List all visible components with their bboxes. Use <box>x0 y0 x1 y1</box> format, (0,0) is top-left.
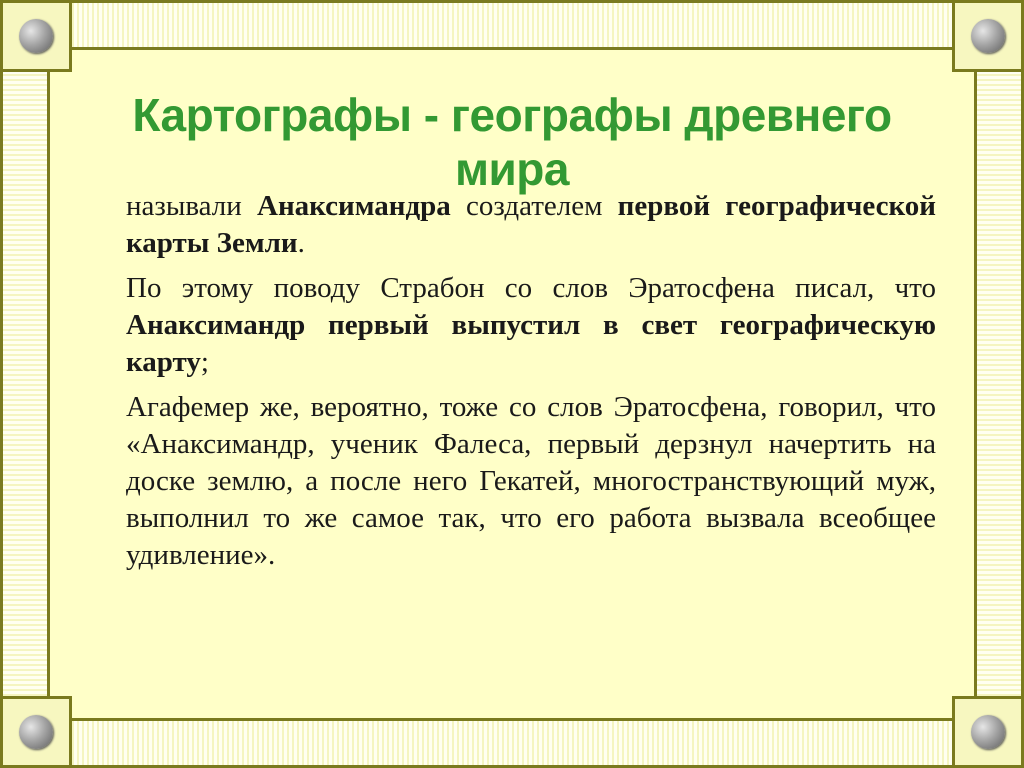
bold-text-run: первой географической карты Земли <box>126 190 936 259</box>
slide-title: Картографы - географы древнего мира <box>132 89 892 195</box>
frame-left-bar <box>0 34 50 734</box>
slide-body <box>126 188 936 582</box>
metal-knob-icon <box>971 715 1005 749</box>
metal-knob-icon <box>971 19 1005 53</box>
text-run: По этому поводу Страбон со слов Эратосфена писал, что <box>126 272 936 304</box>
paragraph <box>126 389 936 574</box>
corner-bottom-left <box>0 696 72 768</box>
paragraph <box>126 270 936 381</box>
bold-text-run: Анаксимандра <box>257 190 451 222</box>
corner-top-left <box>0 0 72 72</box>
text-run: . <box>297 227 305 259</box>
bold-text-run: Анаксимандр первый выпустил в свет географическую карту <box>126 309 936 378</box>
paragraph <box>126 188 936 262</box>
corner-bottom-right <box>952 696 1024 768</box>
text-run: называли <box>126 190 257 222</box>
metal-knob-icon <box>19 715 53 749</box>
corner-top-right <box>952 0 1024 72</box>
text-run: Агафемер же, вероятно, тоже со слов Эратосфена, говорил, что «Анаксимандр, ученик Фалеса, первый дерзнул начертить на доске землю, а после него Гекатей, многостранствующий муж, выполнил то же самое так, что его работа вызвала всеобщее удивление». <box>126 391 936 571</box>
metal-knob-icon <box>19 19 53 53</box>
frame-top-bar <box>34 0 990 50</box>
frame-right-bar <box>974 34 1024 734</box>
frame-bottom-bar <box>34 718 990 768</box>
text-run: создателем <box>450 190 618 222</box>
text-run: ; <box>200 346 209 378</box>
